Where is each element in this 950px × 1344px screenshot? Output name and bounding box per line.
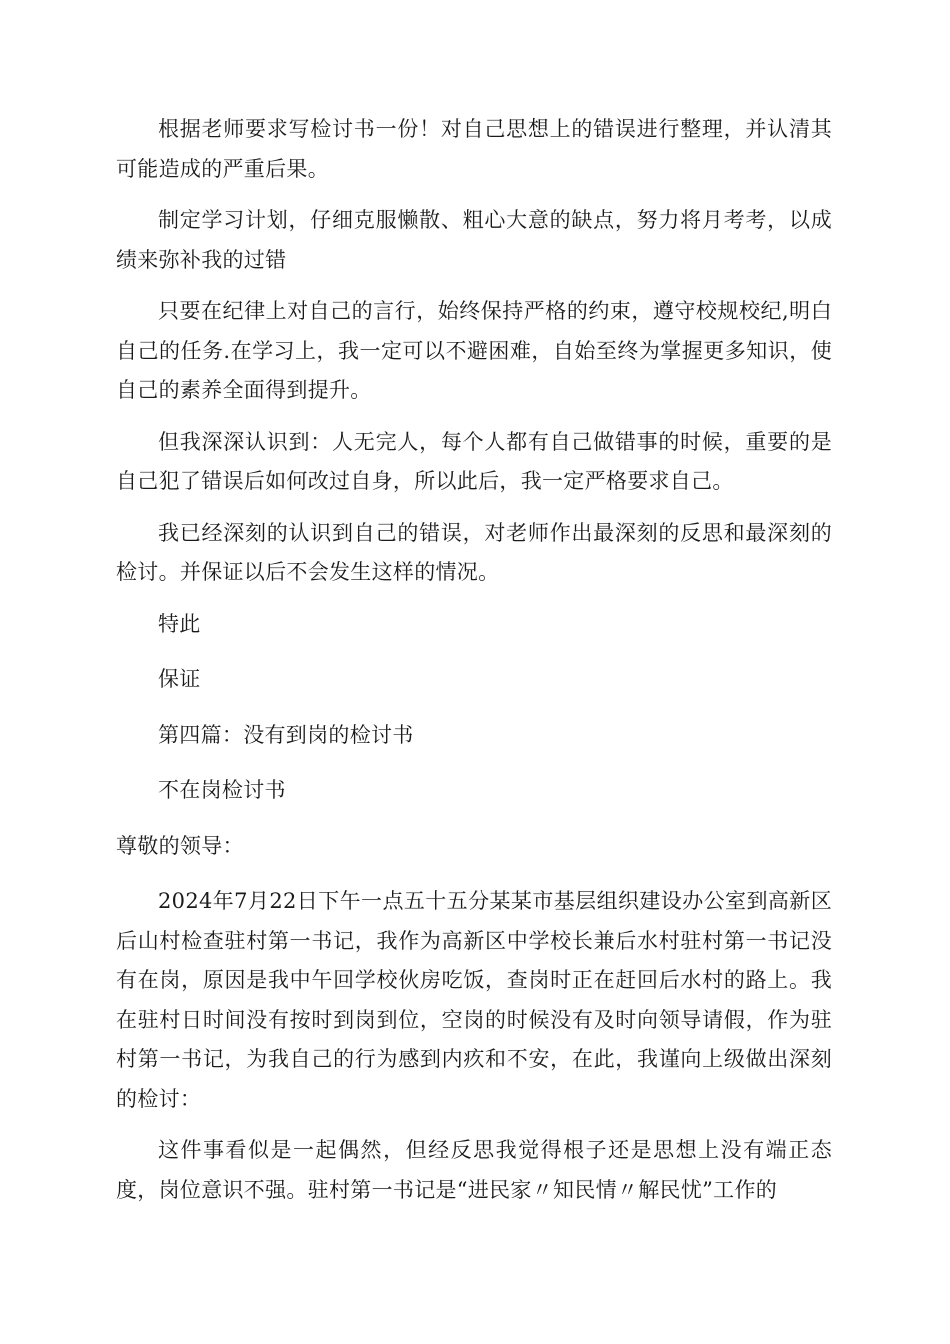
document-page — [116, 110, 832, 1222]
section-heading: 第四篇：没有到岗的检讨书 — [158, 722, 414, 747]
document-title: 不在岗检讨书 — [158, 778, 286, 802]
paragraph-promise: 我已经深刻的认识到自己的错误，对老师作出最深刻的反思和最深刻的检讨。并保证以后不会发生这样的情况。 — [116, 520, 832, 584]
paragraph-incident: 2024年7月22日下午一点五十五分某某市基层组织建设办公室到高新区后山村检查驻村第一书记，我作为高新区中学校长兼后水村驻村第一书记没有在岗，原因是我中午回学校伙房吃饭，查岗时正在赶回后水村的路上。我在驻村日时间没有按时到岗到位，空岗的时候没有及时向领导请假，作为驻村第一书记，为我自己的行为感到内疚和不安，在此，我谨向上级做出深刻的检讨： — [116, 889, 832, 1111]
closing-line-1: 特此 — [158, 611, 201, 636]
paragraph-study-plan: 制定学习计划，仔细克服懒散、粗心大意的缺点，努力将月考考，以成绩来弥补我的过错 — [116, 208, 832, 272]
paragraph-discipline: 只要在纪律上对自己的言行，始终保持严格的约束，遵守校规校纪,明白自己的任务.在学习上，我一定可以不避困难，自始至终为掌握更多知识，使自己的素养全面得到提升。 — [116, 299, 832, 402]
paragraph-reflection: 根据老师要求写检讨书一份！对自己思想上的错误进行整理，并认清其可能造成的严重后果。 — [116, 117, 832, 181]
paragraph-realization: 但我深深认识到：人无完人，每个人都有自己做错事的时候，重要的是自己犯了错误后如何改过自身，所以此后，我一定严格要求自己。 — [116, 429, 832, 493]
salutation: 尊敬的领导： — [116, 833, 244, 858]
paragraph-analysis: 这件事看似是一起偶然，但经反思我觉得根子还是思想上没有端正态度，岗位意识不强。驻村第一书记是“进民家〃知民情〃解民忧”工作的 — [116, 1138, 832, 1202]
closing-line-2: 保证 — [158, 667, 201, 691]
